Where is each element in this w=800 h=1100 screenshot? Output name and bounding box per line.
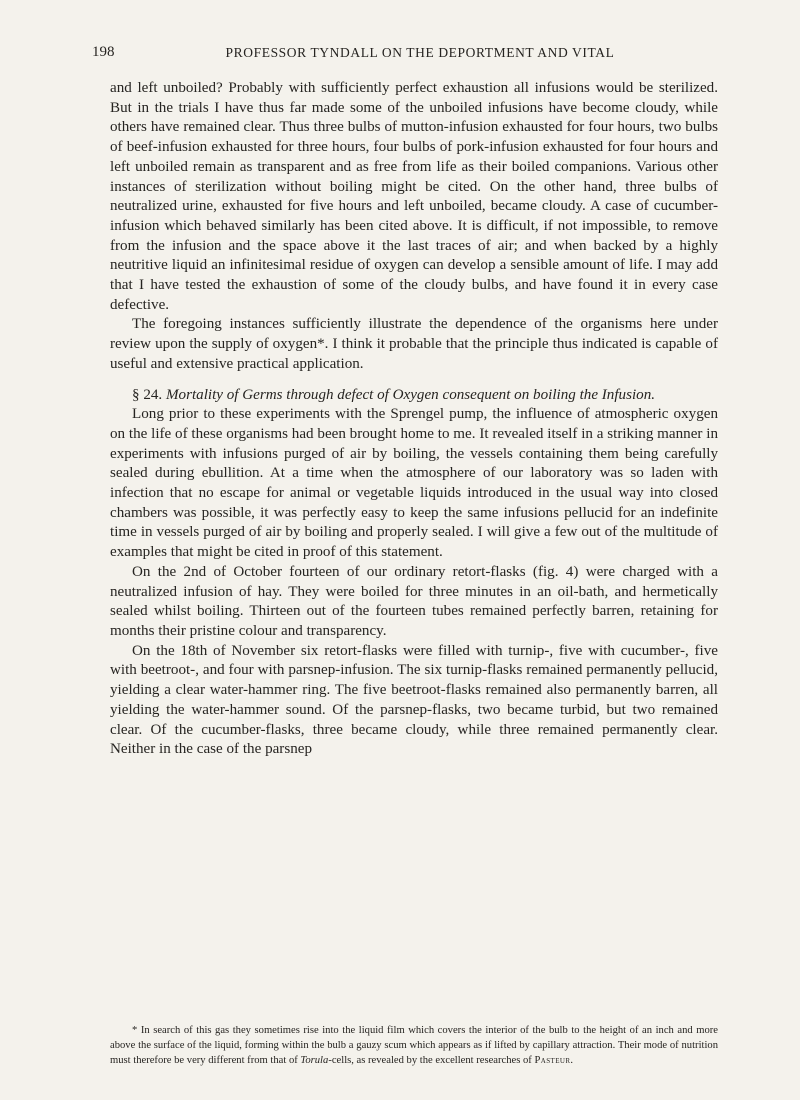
footnote [110,1023,718,1068]
footnote-text [110,1023,718,1068]
running-head: PROFESSOR TYNDALL ON THE DEPORTMENT AND VITAL [225,45,615,60]
section-number: § 24. [132,386,163,403]
footnote-author: Pasteur [534,1055,571,1066]
page-number: 198 [92,44,115,60]
footnote-text-part: . [570,1055,574,1066]
paragraph: Long prior to these experiments with the Sprengel pump, the influence of atmospheric oxygen on the life of these organisms had been brought home to me. It revealed itself in a striking manner in experiments with infusions purged of air by boiling, the vessels containing them being carefully sealed during ebullition. At a time when the atmosphere of our laboratory was so laden with infection that no escape for animal or vegetable liquids introduced in the usual way into closed chambers was possible, it was perfectly easy to keep the same infusions pellucid for an indefinite time in vessels purged of air by boiling and properly sealed. I will give a few out of the multitude of examples that might be cited in proof of this statement. [110,406,718,561]
running-header [92,44,712,66]
paragraph: On the 18th of November six retort-flasks were filled with turnip-, five with cucumber-, five with beetroot-, and four with parsnep-infusion. The six turnip-flasks remained permanently pellucid, yielding a clear water-hammer ring. The five beetroot-flasks remained also permanently barren, all yielding the water-hammer sound. Of the parsnep-flasks, two became turbid, but two remained clear. Of the cucumber-flasks, three became cloudy, while three remained permanently clear. Neither in the case of the parsnep [110,642,718,758]
body-text [110,79,718,760]
paragraph: and left unboiled? Probably with sufficiently perfect exhaustion all infusions would be sterilized. But in the trials I have thus far made some of the unboiled infusions have become cloudy, while others have remained clear. Thus three bulbs of mutton-infusion exhausted for four hours, two bulbs of beef-infusion exhausted for three hours, four bulbs of pork-infusion exhausted for four hours and left unboiled remain as transparent and as free from life as their boiled companions. Various other instances of sterilization without boiling might be cited. On the other hand, three bulbs of neutralized urine, exhausted for five hours and left unboiled, became cloudy. A case of cucumber-infusion which behaved similarly has been cited above. It is difficult, if not impossible, to remove from the infusion and the space above it the last traces of air; and when backed by a highly neutritive liquid an infinitesimal residue of oxygen can develop a sensible amount of life. I may add that I have tested the exhaustion of some of the cloudy bulbs, and have found it in every case defective. [110,80,718,313]
paragraph: The foregoing instances sufficiently illustrate the dependence of the organisms here under review upon the supply of oxygen*. I think it probable that the principle thus indicated is capable of useful and extensive practical application. [110,316,718,372]
paragraph: On the 2nd of October fourteen of our ordinary retort-flasks (fig. 4) were charged with a neutralized infusion of hay. They were boiled for three minutes in an oil-bath, and hermetically sealed whilst boiling. Thirteen out of the fourteen tubes remained perfectly barren, retaining for months their pristine colour and transparency. [110,563,718,639]
footnote-text-part: * In search of this gas they sometimes rise into the liquid film which covers the interior of the bulb to the height of an inch and more above the surface of the liquid, forming within the bulb a gauzy scum which appears as if lifted by capillary attraction. Their mode of nutrition must therefore be very different from that of [110,1025,718,1066]
section-heading [110,386,718,406]
footnote-italic: Torula [300,1055,329,1066]
section-title: Mortality of Germs through defect of Oxygen consequent on boiling the Infusion. [165,386,656,403]
footnote-text-part: -cells, as revealed by the excellent researches of [328,1055,535,1066]
